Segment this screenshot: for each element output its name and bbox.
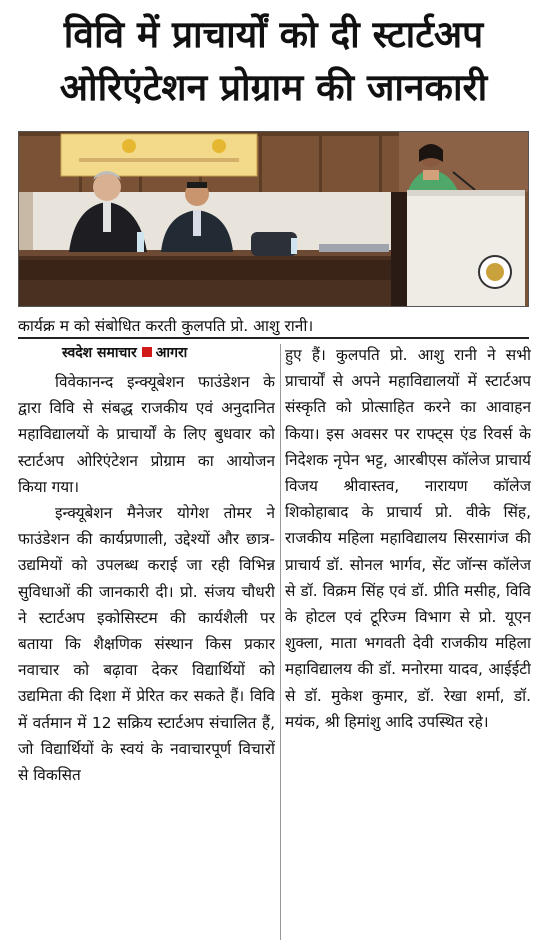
article-paragraph: इन्क्यूबेशन मैनेजर योगेश तोमर ने फाउंडेशन की कार्यप्रणाली, उद्देश्यों और छात्र-उद्यमियों को उपलब्ध कराई जा रही विभिन्न सुविधाओं की जानकारी दी। प्रो. संजय चौधरी ने स्टार्टअप इकोसिस्टम की कार्यशैली पर बताया कि शैक्षणिक संस्थान किस प्रकार नवाचार को बढ़ावा देकर विद्यार्थियों को उद्यमिता की दिशा में प्रेरित कर सकते हैं। विवि में वर्तमान में 12 सक्रिय स्टार्टअप संचालित हैं, जो विद्यार्थियों के स्वयं के नवाचारपूर्ण विचारों से विकसित xyxy=(18,504,275,785)
headline xyxy=(0,8,547,114)
caption-rule xyxy=(18,337,529,339)
photo-caption: कार्यक्र म को संबोधित करती कुलपति प्रो. आशु रानी। xyxy=(18,317,314,335)
square-bullet-icon xyxy=(142,347,152,357)
byline xyxy=(62,343,187,362)
news-photo xyxy=(18,131,529,307)
article-column-right xyxy=(285,342,531,941)
event-photo-illustration xyxy=(19,132,529,307)
byline-city: आगरा xyxy=(155,345,188,361)
headline-line-1: विवि में प्राचार्यों को दी स्टार्टअप xyxy=(63,13,484,56)
article-column-left xyxy=(18,369,275,941)
column-divider xyxy=(280,344,281,940)
byline-source: स्वदेश समाचार xyxy=(62,345,137,361)
headline-line-2: ओरिएंटेशन प्रोग्राम की जानकारी xyxy=(59,66,488,109)
article-paragraph: विवेकानन्द इन्क्यूबेशन फाउंडेशन के द्वारा विवि से संबद्ध राजकीय एवं अनुदानित महाविद्यालयों के प्राचार्यों के लिए बुधवार को स्टार्टअप ओरिएंटेशन प्रोग्राम का आयोजन किया गया। xyxy=(18,373,275,496)
article-paragraph: हुए हैं। कुलपति प्रो. आशु रानी ने सभी प्राचार्यों से अपने महाविद्यालयों में स्टार्टअप संस्कृति को प्रोत्साहित करने का आवाहन किया। इस अवसर पर राफ्ट्स एंड रिवर्स के निदेशक नृपेन भट्ट, आरबीएस कॉलेज प्राचार्य विजय श्रीवास्तव, नारायण कॉलेज शिकोहाबाद के प्राचार्य प्रो. वीके सिंह, राजकीय महिला महाविद्यालय सिरसागंज की प्राचार्य डॉ. सोनल भार्गव, सेंट जॉन्स कॉलेज से डॉ. विक्रम सिंह एवं डॉ. प्रीति मसीह, विवि के होटल एवं टूरिज्म विभाग से प्रो. यूएन शुक्ला, माता भगवती देवी राजकीय महिला महाविद्यालय की डॉ. मनोरमा यादव, आईईटी से डॉ. मुकेश कुमार, डॉ. रेखा शर्मा, डॉ. मयंक, श्री हिमांशु आदि उपस्थित रहे। xyxy=(285,346,531,731)
